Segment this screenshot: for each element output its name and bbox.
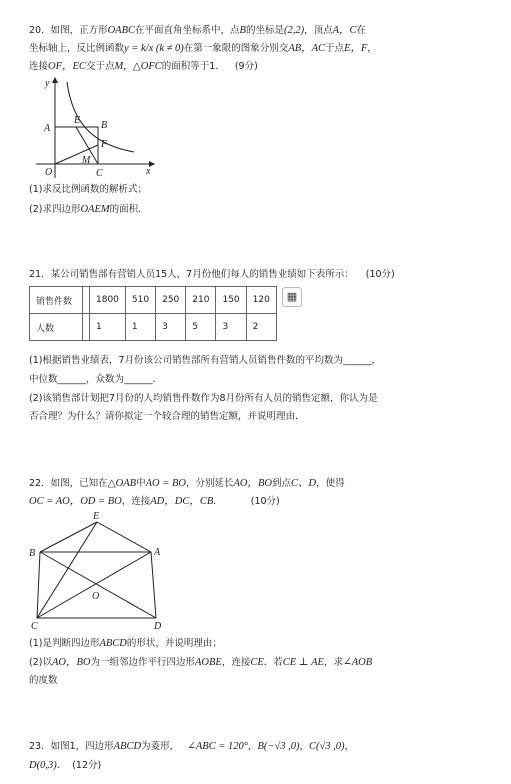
- q20-figure: [34, 74, 174, 180]
- table-cell: 1800: [90, 287, 126, 314]
- table-cell: 1: [90, 314, 126, 341]
- q22-text: 中: [136, 478, 146, 489]
- q20-text: 在: [356, 25, 367, 36]
- label-d: D: [154, 621, 162, 632]
- q20-text: (2)求四边形: [29, 204, 81, 215]
- table-cell: 510: [125, 287, 155, 314]
- q22-math: △OAB: [107, 478, 137, 489]
- q22-math: AOBE: [194, 657, 222, 668]
- q23-text: ，: [344, 741, 355, 752]
- q20-math: OAEM: [80, 204, 110, 215]
- q22-line-1: [29, 477, 345, 490]
- table-cell: 3: [156, 314, 186, 341]
- table-cell: 150: [216, 287, 246, 314]
- segment-ac: [37, 552, 151, 618]
- q20-text: 的面积．: [109, 204, 148, 215]
- q23-text: ，: [299, 741, 310, 752]
- q20-text: 在平面直角坐标系中，点: [135, 25, 240, 36]
- q22-math: AO = BO: [145, 478, 186, 489]
- q22-text: ，分别延长: [185, 478, 234, 489]
- label-a: A: [154, 547, 161, 558]
- q21-score: (10分): [365, 269, 395, 280]
- q20-text: ，顶点: [304, 25, 333, 36]
- q22-math: OC = AO，OD = BO: [29, 496, 122, 507]
- q22-score: (10分): [250, 496, 280, 507]
- label-e: E: [74, 115, 81, 126]
- calculator-icon[interactable]: ▦: [282, 287, 302, 307]
- table-cell: [83, 287, 90, 314]
- q21-sub-2b: 否合理？为什么？请你拟定一个较合理的销售定额，并说明理由．: [29, 411, 305, 422]
- q22-text: 为一组邻边作平行四边形: [90, 657, 195, 668]
- q22-math: ABCD: [99, 638, 127, 649]
- q20-text: 连接: [29, 61, 49, 72]
- q20-math: OF，EC: [48, 61, 86, 72]
- q22-text: 到点: [271, 478, 291, 489]
- q22-math: C、D: [290, 478, 317, 489]
- segment-bc: [37, 552, 40, 618]
- square-oabc: [55, 127, 98, 164]
- table-row: [30, 314, 277, 341]
- table-cell: [83, 314, 90, 341]
- q22-sub-1: [29, 637, 222, 650]
- q21-text: 21．某公司销售部有营销人员15人，7月份他们每人的销售业绩如下表所示：: [29, 269, 354, 280]
- segment-ae: [97, 522, 151, 552]
- q20-line-1: [29, 24, 366, 37]
- label-f: F: [101, 139, 108, 150]
- q22-sub-2-cont: 的度数: [29, 675, 58, 686]
- segment-be: [40, 522, 97, 552]
- label-b: B: [29, 548, 36, 559]
- q23-text: ．: [56, 760, 67, 771]
- q22-text: ，使得: [316, 478, 345, 489]
- segment-ce: [37, 522, 100, 618]
- q20-text: ，: [123, 61, 133, 72]
- q20-score: (9分): [234, 61, 258, 72]
- q22-text: (2)以: [29, 657, 52, 668]
- q20-math: B: [239, 25, 246, 36]
- q20-text: 交于点: [85, 61, 115, 72]
- q23-math: ∠ABC = 120°: [187, 741, 248, 752]
- q21-sales-table: [29, 286, 277, 341]
- q22-text: (1)是判断四边形: [29, 638, 100, 649]
- q22-line-2: [29, 495, 280, 508]
- label-o: O: [45, 167, 53, 178]
- q23-math: ABCD: [113, 741, 142, 752]
- q23-line-2: [29, 759, 101, 772]
- q22-figure: [26, 508, 176, 632]
- q21-sub-1b: 中位数______，众数为______．: [29, 374, 163, 385]
- q23-math: B(−√3 ,0): [257, 741, 300, 752]
- q23-math: D(0,3): [29, 760, 57, 771]
- q20-math: AB，AC: [288, 43, 326, 54]
- q22-math: ∠AOB: [342, 657, 373, 668]
- table-cell: 2: [246, 314, 276, 341]
- q20-sub-2: [29, 203, 148, 216]
- q20-text: 的坐标是: [245, 25, 284, 36]
- label-o: O: [92, 591, 100, 602]
- q20-text: 坐标轴上，反比例函数: [29, 43, 125, 54]
- q20-text: 的面积等于1．: [161, 61, 225, 72]
- q22-math: AO，BO: [51, 657, 91, 668]
- table-cell: 1: [125, 314, 155, 341]
- q22-text: ．若: [263, 657, 283, 668]
- q23-text: ，: [248, 741, 258, 752]
- q20-text: 在第一象限的图象分别交: [183, 43, 289, 54]
- q21-sub-1a: (1)根据销售业绩表，7月份该公司销售部所有营销人员销售件数的平均数为______，: [29, 355, 382, 366]
- label-y: y: [45, 78, 50, 89]
- q23-math: C(√3 ,0): [309, 741, 345, 752]
- q20-text: ，: [367, 43, 377, 54]
- q20-sub-1: (1)求反比例函数的解析式；: [29, 184, 147, 195]
- q20-text: 20．如图，正方形: [29, 25, 108, 36]
- table-cell: 3: [216, 314, 246, 341]
- q21-sub-2a: (2)该销售部计划把7月份的人均销售件数作为8月份所有人员的销售定额，你认为是: [29, 393, 378, 404]
- q23-line-1: [29, 740, 354, 753]
- table-cell: 210: [186, 287, 216, 314]
- q20-math: OABC: [107, 25, 136, 36]
- label-e: E: [93, 511, 100, 522]
- segment-ad: [151, 552, 156, 618]
- q22-text: ，连接: [221, 657, 251, 668]
- q23-text: 为菱形，: [141, 741, 180, 752]
- table-cell: 250: [156, 287, 186, 314]
- q20-line-3: [29, 60, 258, 73]
- table-cell: 5: [186, 314, 216, 341]
- label-b: B: [101, 120, 108, 131]
- q20-math: M: [114, 61, 124, 72]
- table-row: [30, 287, 277, 314]
- label-c: C: [96, 168, 103, 179]
- q20-function-formula: y = k/x (k ≠ 0): [124, 43, 184, 54]
- q22-math: AO，BO: [233, 478, 272, 489]
- q22-math: CE ⊥ AE: [282, 657, 324, 668]
- segment-of: [55, 145, 98, 164]
- table-cell: 120: [246, 287, 276, 314]
- q22-text: ．: [213, 496, 223, 507]
- table-header-cell: 人数: [30, 314, 83, 341]
- label-x: x: [146, 166, 151, 177]
- q22-math: CE: [250, 657, 264, 668]
- q22-text: ，连接: [121, 496, 151, 507]
- q22-sub-2: [29, 656, 372, 669]
- q23-text: 23．如图1，四边形: [29, 741, 114, 752]
- label-m: M: [82, 155, 91, 166]
- q20-math: A，C: [332, 25, 357, 36]
- q20-text: 于点: [325, 43, 345, 54]
- q23-score: (12分): [72, 760, 102, 771]
- label-a: A: [44, 123, 51, 134]
- q21-intro: [29, 268, 395, 281]
- q22-math: AD，DC，CB: [150, 496, 214, 507]
- q20-math: (2,2): [283, 25, 305, 36]
- q22-text: 的形状，并说明理由；: [126, 638, 222, 649]
- label-c: C: [31, 621, 38, 632]
- q20-line-2: [29, 42, 377, 55]
- q20-math: △OFC: [132, 61, 162, 72]
- q20-math: E，F: [344, 43, 368, 54]
- q22-text: ，求: [323, 657, 343, 668]
- table-header-cell: 销售件数: [30, 287, 83, 314]
- q22-text: 22．如图，已知在: [29, 478, 108, 489]
